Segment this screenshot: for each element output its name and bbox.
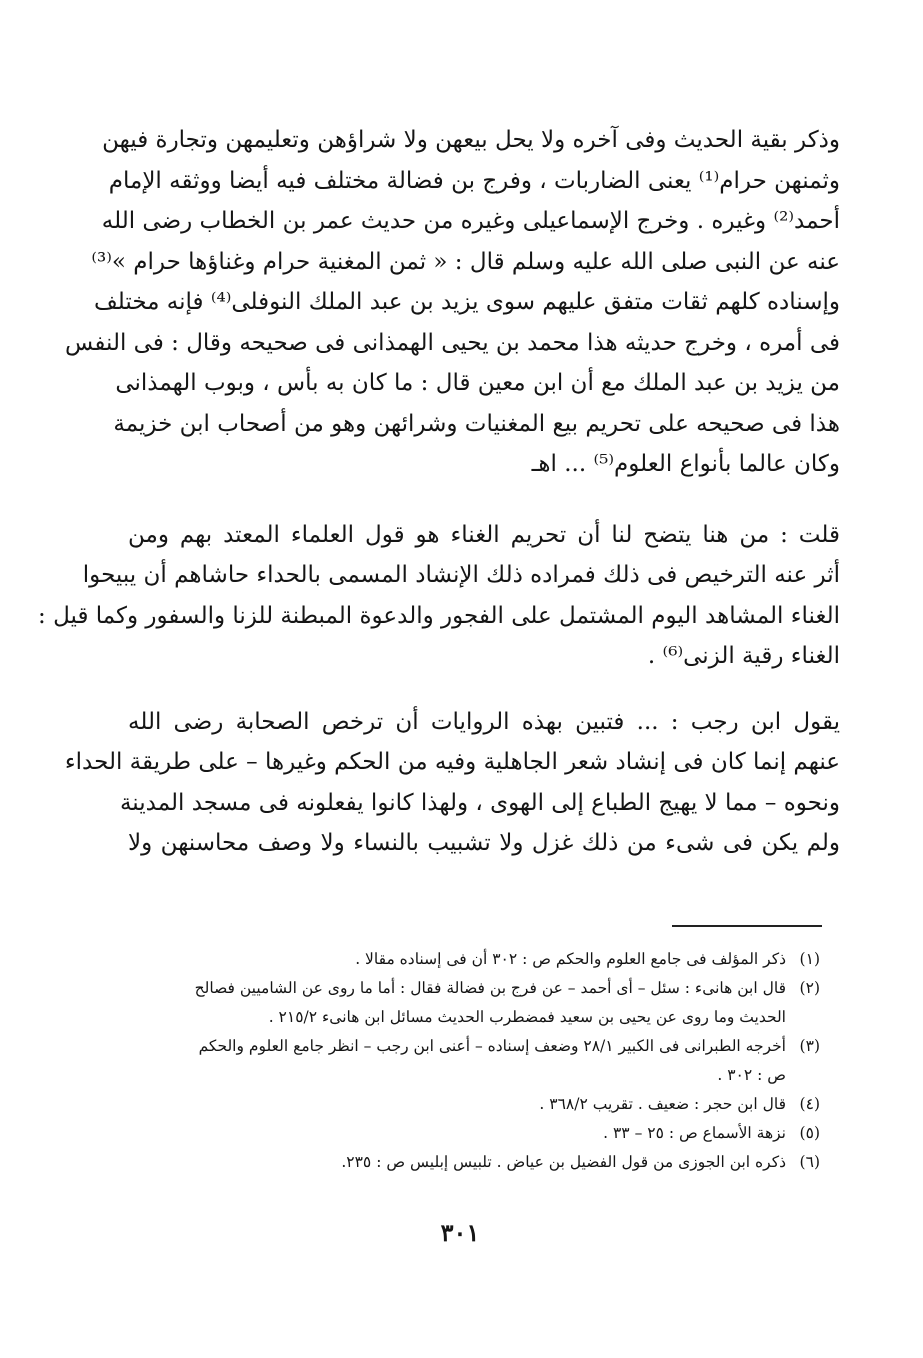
footnote-number: (٥) — [799, 1124, 820, 1142]
footnote-text — [130, 1119, 786, 1148]
text-line: من يزيد بن عبد الملك مع أن ابن معين قال : ما كان به بأس ، وبوب الهمذانى — [115, 370, 840, 396]
footnote-2 — [130, 974, 820, 1032]
text-line: وكان عالما بأنواع العلوم⁽⁵⁾ ... اهـ — [531, 451, 840, 477]
text-line: ونحوه – مما لا يهيج الطباع إلى الهوى ، ولهذا كانوا يفعلونه فى مسجد المدينة — [119, 789, 840, 816]
page-number: ٣٠١ — [440, 1218, 480, 1247]
text-line: عنهم إنما كان فى إنشاد شعر الجاهلية وفيه من الحكم وغيرها – على طريقة الحداء — [64, 749, 840, 775]
text-line: يقول ابن رجب : ... فتبين بهذه الروايات أن ترخص الصحابة رضى الله — [128, 708, 840, 735]
footnotes — [130, 945, 820, 1177]
footnote-separator — [672, 925, 822, 927]
text-line: أحمد⁽²⁾ وغيره . وخرج الإسماعيلى وغيره من حديث عمر بن الخطاب رضى الله — [101, 208, 840, 234]
footnote-text — [130, 974, 786, 1032]
footnote-3 — [130, 1032, 820, 1090]
text-line: الغناء المشاهد اليوم المشتمل على الفجور والدعوة المبطنة للزنا والسفور وكما قيل : — [38, 602, 840, 629]
footnote-line: ص : ٣٠٢ . — [717, 1066, 786, 1084]
text-line: هذا فى صحيحه على تحريم بيع المغنيات وشرائهن وهو من أصحاب ابن خزيمة — [113, 410, 840, 437]
text-line: أثر عنه الترخيص فى ذلك فمراده ذلك الإنشاد المسمى بالحداء حاشاهم أن يبيحوا — [82, 562, 840, 588]
paragraph-2 — [38, 515, 840, 677]
text-line: وذكر بقية الحديث وفى آخره ولا يحل بيعهن ولا شراؤهن وتعليمهن وتجارة فيهن — [102, 127, 840, 153]
footnote-text — [130, 1148, 786, 1177]
footnote-text — [130, 1032, 786, 1090]
text-line: الغناء رقية الزنى⁽⁶⁾ . — [647, 643, 840, 669]
text-line: فى أمره ، وخرج حديثه هذا محمد بن يحيى الهمذانى فى صحيحه وقال : فى النفس — [65, 329, 840, 356]
footnote-number: (٣) — [799, 1037, 820, 1055]
footnote-1 — [130, 945, 820, 974]
footnote-number: (١) — [799, 950, 820, 968]
footnote-4 — [130, 1090, 820, 1119]
footnote-number: (٦) — [799, 1153, 820, 1171]
footnote-line: ذكره ابن الجوزى من قول الفضيل بن عياض . تلبيس إبليس ص : ٢٣٥. — [341, 1153, 786, 1171]
footnote-line: ذكر المؤلف فى جامع العلوم والحكم ص : ٣٠٢ أن فى إسناده مقالا . — [355, 950, 786, 968]
footnote-line: أخرجه الطبرانى فى الكبير ٢٨/١ وضعف إسناده – أعنى ابن رجب – انظر جامع العلوم والحكم — [198, 1037, 786, 1055]
footnote-6 — [130, 1148, 820, 1177]
main-text — [38, 120, 840, 864]
footnote-text — [130, 1090, 786, 1119]
paragraph-3 — [64, 702, 840, 864]
footnote-number: (٢) — [799, 979, 820, 997]
text-line: وثمنهن حرام⁽¹⁾ يعنى الضاربات ، وفرج بن فضالة مختلف فيه أيضا ووثقه الإمام — [108, 167, 840, 194]
footnote-number: (٤) — [799, 1095, 820, 1113]
footnote-line: الحديث وما روى عن يحيى بن سعيد فمضطرب الحديث مسائل ابن هانىء ٢١٥/٢ . — [268, 1008, 786, 1026]
footnote-5 — [130, 1119, 820, 1148]
footnote-line: نزهة الأسماع ص : ٢٥ – ٣٣ . — [603, 1124, 786, 1142]
footnote-line: قال ابن حجر : ضعيف . تقريب ٣٦٨/٢ . — [539, 1095, 786, 1113]
text-line: قلت : من هنا يتضح لنا أن تحريم الغناء هو قول العلماء المعتد بهم ومن — [128, 521, 840, 548]
footnote-line: قال ابن هانىء : سئل – أى أحمد – عن فرج بن فضالة فقال : أما ما روى عن الشاميين فصالح — [194, 979, 786, 997]
text-line: وإسناده كلهم ثقات متفق عليهم سوى يزيد بن عبد الملك النوفلى⁽⁴⁾ فإنه مختلف — [93, 289, 840, 315]
paragraph-1 — [65, 120, 840, 485]
footnote-text — [130, 945, 786, 974]
text-line: ولم يكن فى شىء من ذلك غزل ولا تشبيب بالنساء ولا وصف محاسنهن ولا — [128, 830, 840, 856]
text-line: عنه عن النبى صلى الله عليه وسلم قال : « ثمن المغنية حرام وغناؤها حرام »⁽³⁾ — [91, 248, 840, 275]
